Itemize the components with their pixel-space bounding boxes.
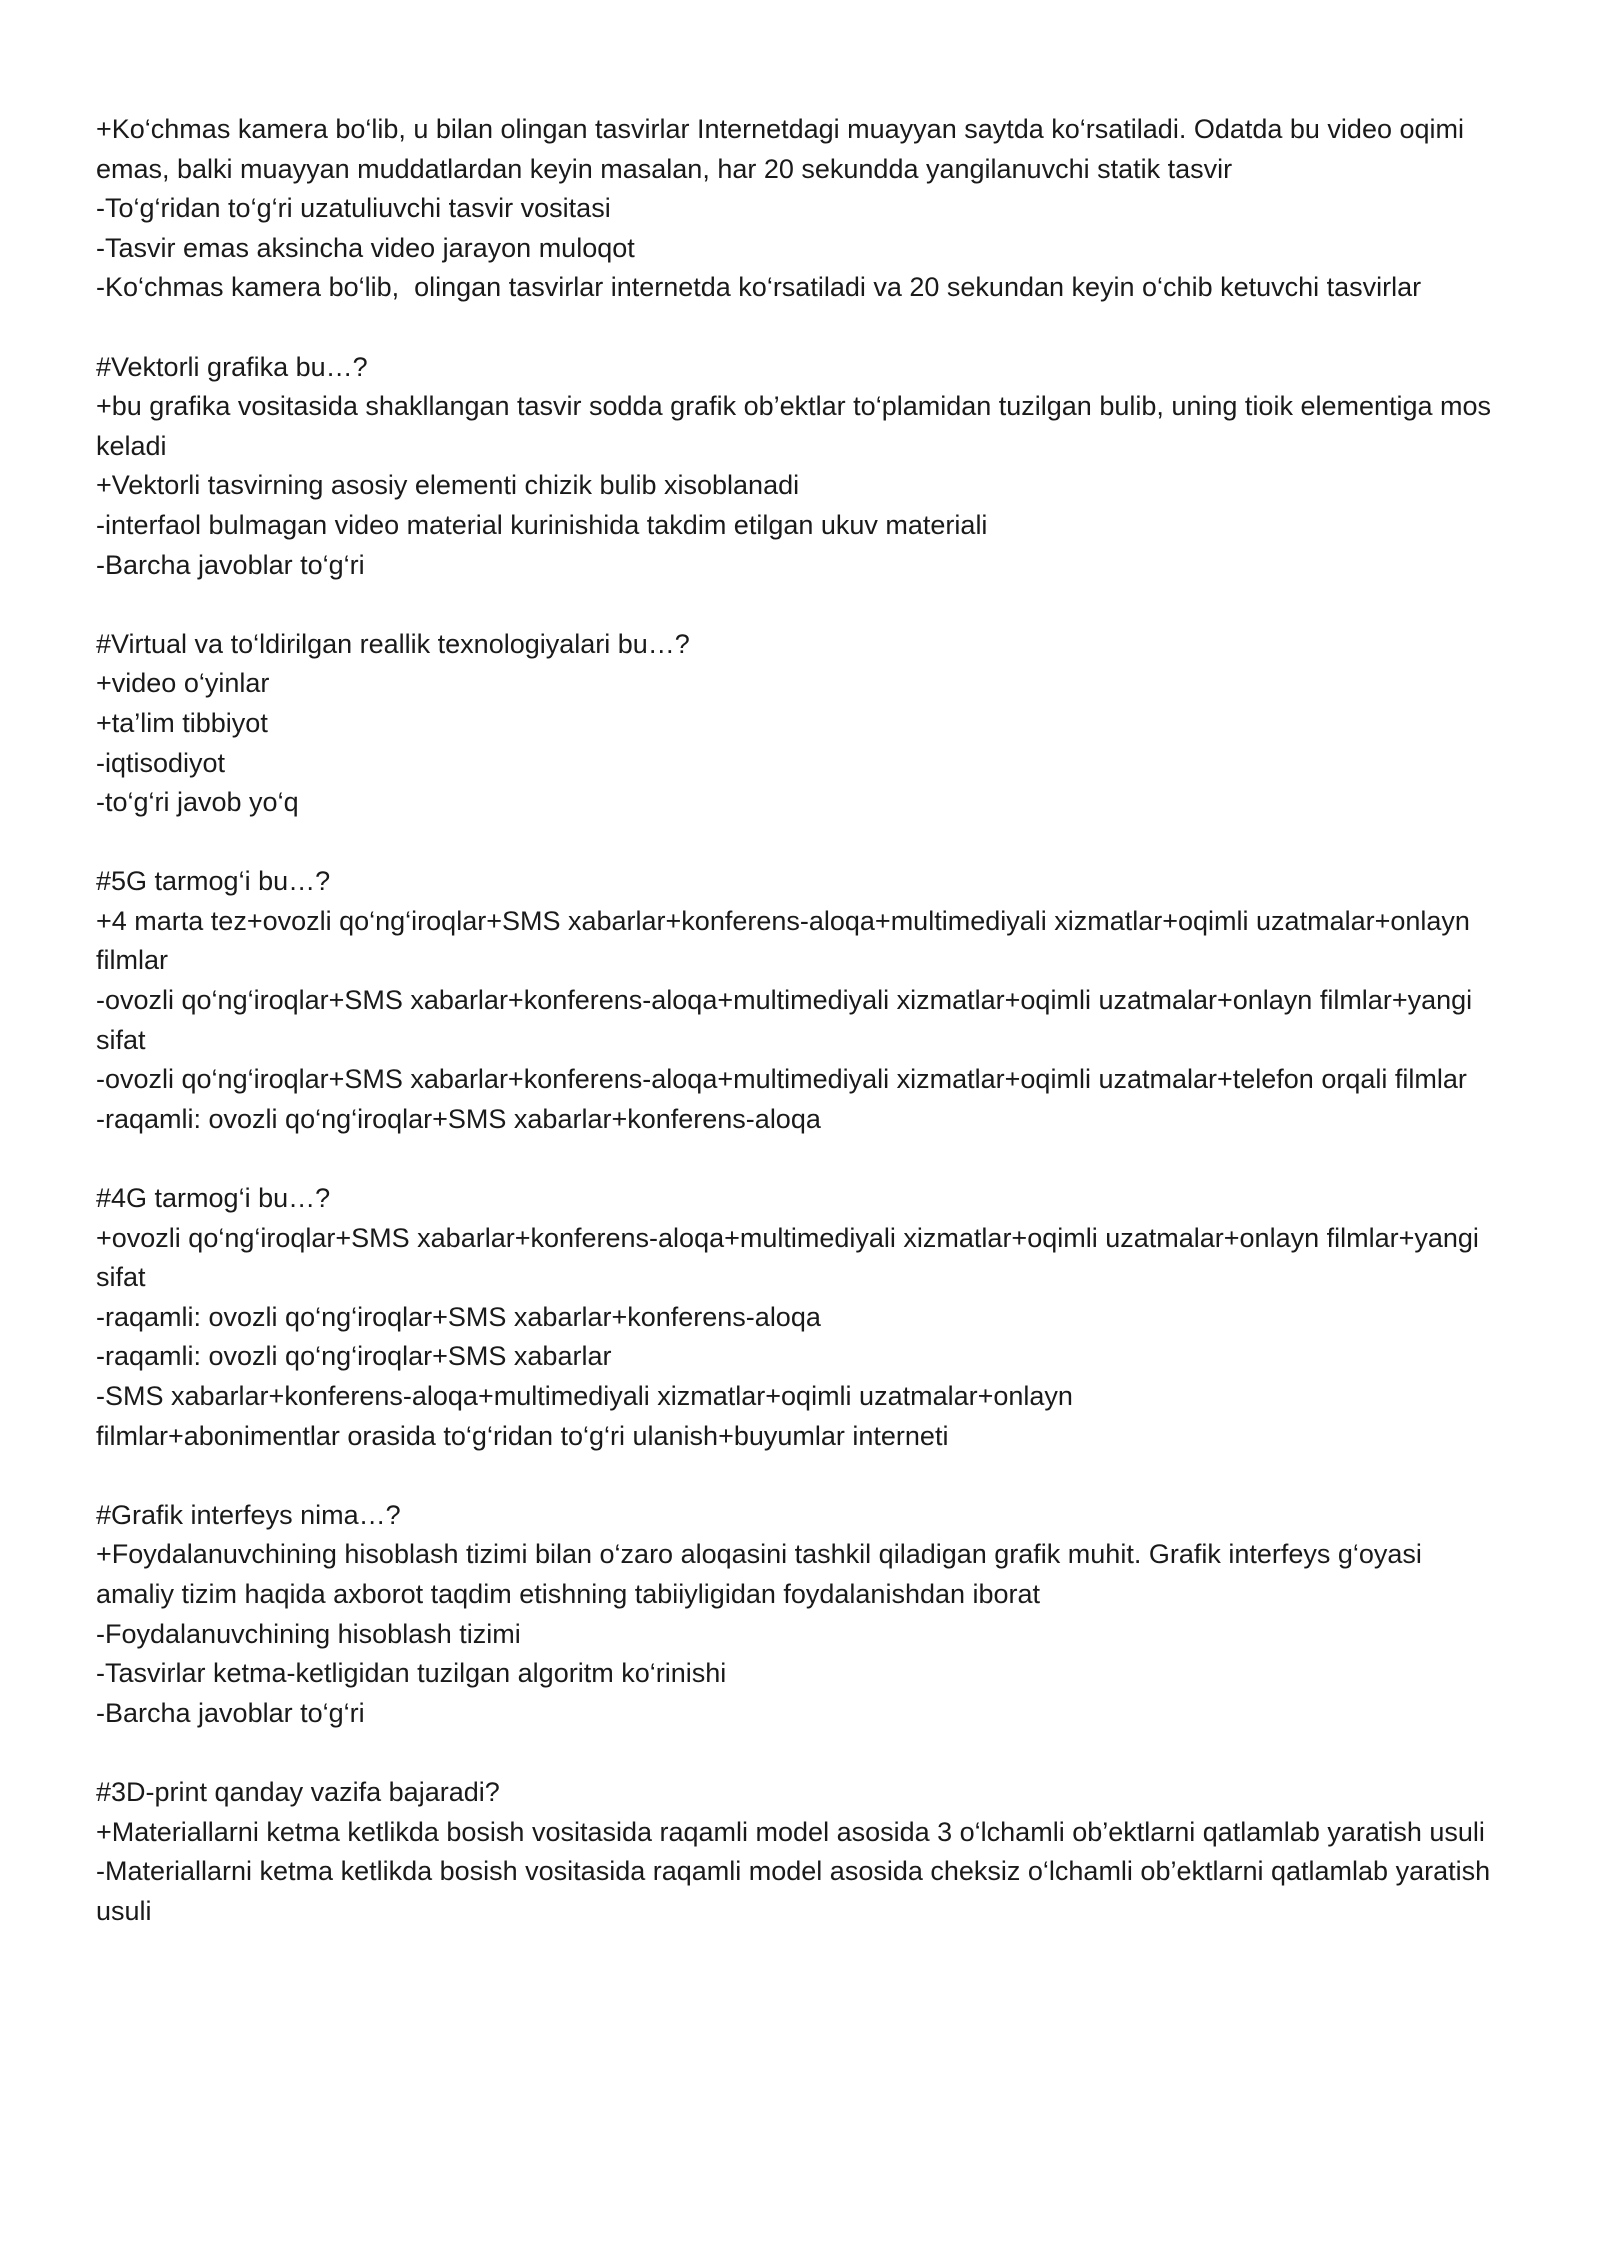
answer-line: -Barcha javoblar to‘g‘ri — [96, 1697, 365, 1728]
answer-block-camera — [96, 110, 1496, 308]
answer-line: -Foydalanuvchining hisoblash tizimi — [96, 1618, 521, 1649]
answer-line: -raqamli: ovozli qo‘ng‘iroqlar+SMS xabarlar — [96, 1341, 612, 1372]
answer-line: +Foydalanuvchining hisoblash tizimi bilan o‘zaro aloqasini tashkil qiladigan grafik muhit. Grafik interfeys g‘oyasi amaliy tizim haqida axborot taqdim etishning tabiiyligidan foydalanishdan iborat — [96, 1539, 1430, 1609]
answer-line: +ta’lim tibbiyot — [96, 707, 268, 738]
question-line: #Vektorli grafika bu…? — [96, 351, 368, 382]
answer-line: +Materiallarni ketma ketlikda bosish vositasida raqamli model asosida 3 o‘lchamli ob’ektlarni qatlamlab yaratish usuli — [96, 1816, 1485, 1847]
answer-line: -To‘g‘ridan to‘g‘ri uzatuliuvchi tasvir vositasi — [96, 193, 611, 224]
answer-line: +ovozli qo‘ng‘iroqlar+SMS xabarlar+konferens-aloqa+multimediyali xizmatlar+oqimli uzatmalar+onlayn filmlar+yangi sifat — [96, 1222, 1487, 1293]
answer-line: -to‘g‘ri javob yo‘q — [96, 787, 299, 818]
answer-line: -raqamli: ovozli qo‘ng‘iroqlar+SMS xabarlar+konferens-aloqa — [96, 1301, 821, 1332]
answer-line: +video o‘yinlar — [96, 668, 270, 699]
question-line: #Grafik interfeys nima…? — [96, 1499, 401, 1530]
answer-line: -Materiallarni ketma ketlikda bosish vositasida raqamli model asosida cheksiz o‘lchamli ob’ektlarni qatlamlab yaratish usuli — [96, 1856, 1498, 1926]
question-block-virtual-reality — [96, 625, 1496, 823]
answer-line: -raqamli: ovozli qo‘ng‘iroqlar+SMS xabarlar+konferens-aloqa — [96, 1103, 821, 1134]
question-block-5g — [96, 862, 1496, 1139]
answer-line: -SMS xabarlar+konferens-aloqa+multimediyali xizmatlar+oqimli uzatmalar+onlayn filmlar+abonimentlar orasida to‘g‘ridan to‘g‘ri ulanish+buyumlar interneti — [96, 1381, 1073, 1451]
question-block-4g — [96, 1179, 1496, 1456]
answer-line: -ovozli qo‘ng‘iroqlar+SMS xabarlar+konferens-aloqa+multimediyali xizmatlar+oqimli uzatmalar+telefon orqali filmlar — [96, 1064, 1467, 1095]
question-block-vector-graphics — [96, 348, 1499, 586]
question-block-3d-print — [96, 1773, 1496, 1931]
answer-line: +4 marta tez+ovozli qo‘ng‘iroqlar+SMS xabarlar+konferens-aloqa+multimediyali xizmatlar+oqimli uzatmalar+onlayn filmlar — [96, 905, 1478, 976]
answer-line: -interfaol bulmagan video material kurinishida takdim etilgan ukuv materiali — [96, 509, 988, 540]
answer-line: -Tasvirlar ketma-ketligidan tuzilgan algoritm ko‘rinishi — [96, 1658, 727, 1689]
question-line: #5G tarmog‘i bu…? — [96, 866, 331, 897]
answer-line: +bu grafika vositasida shakllangan tasvir sodda grafik ob’ektlar to‘plamidan tuzilgan bulib, uning tioik elementiga mos keladi — [96, 391, 1499, 461]
answer-line: -Ko‘chmas kamera bo‘lib, olingan tasvirlar internetda ko‘rsatiladi va 20 sekundan keyin o‘chib ketuvchi tasvirlar — [96, 272, 1422, 303]
answer-line: -Barcha javoblar to‘g‘ri — [96, 549, 365, 580]
answer-line: -iqtisodiyot — [96, 747, 226, 778]
question-line: #4G tarmog‘i bu…? — [96, 1183, 331, 1214]
answer-line: -ovozli qo‘ng‘iroqlar+SMS xabarlar+konferens-aloqa+multimediyali xizmatlar+oqimli uzatmalar+onlayn filmlar+yangi sifat — [96, 985, 1480, 1055]
answer-line: -Tasvir emas aksincha video jarayon muloqot — [96, 232, 635, 263]
question-line: #Virtual va to‘ldirilgan reallik texnologiyalari bu…? — [96, 628, 690, 659]
question-block-graphic-interface — [96, 1496, 1496, 1734]
document-page — [96, 110, 1499, 1971]
answer-line: +Ko‘chmas kamera bo‘lib, u bilan olingan tasvirlar Internetdagi muayyan saytda ko‘rsatiladi. Odatda bu video oqimi emas, balki muayyan muddatlardan keyin masalan, har 20 sekundda yangilanuvchi statik tasvir — [96, 114, 1472, 184]
question-line: #3D-print qanday vazifa bajaradi? — [96, 1776, 500, 1807]
answer-line: +Vektorli tasvirning asosiy elementi chizik bulib xisoblanadi — [96, 470, 800, 501]
